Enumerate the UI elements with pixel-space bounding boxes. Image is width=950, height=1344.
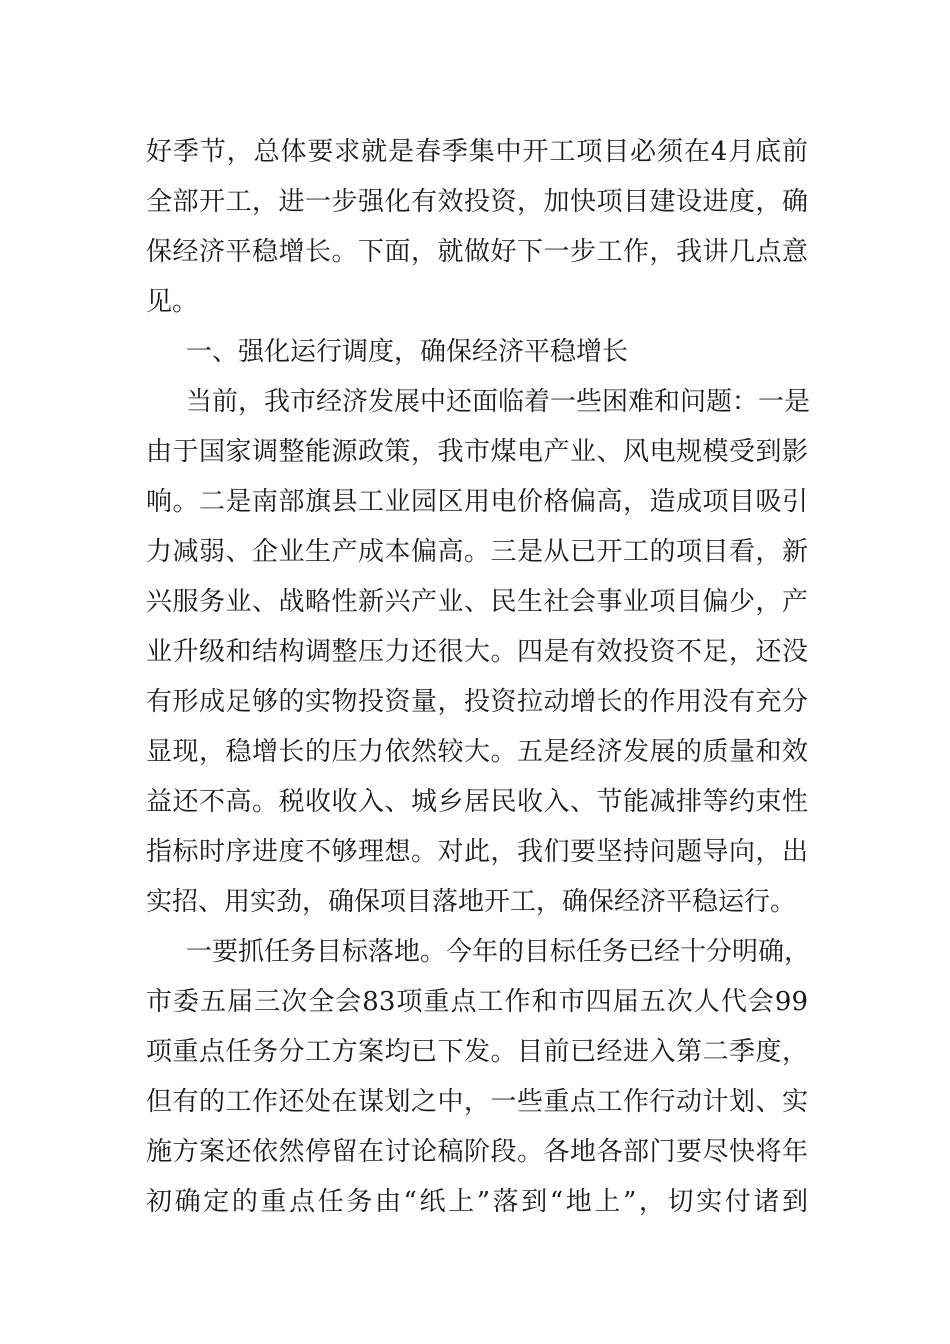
paragraph-line: 施方案还依然停留在讨论稿阶段。各地各部门要尽快将年: [146, 1137, 808, 1167]
paragraph-line: 一要抓任务目标落地。今年的目标任务已经十分明确，: [186, 937, 811, 967]
paragraph-line: 全部开工，进一步强化有效投资，加快项目建设进度，确: [146, 187, 808, 217]
paragraph-line: 当前，我市经济发展中还面临着一些困难和问题：一是: [186, 387, 811, 417]
paragraph-line: 指标时序进度不够理想。对此，我们要坚持问题导向，出: [146, 837, 808, 867]
paragraph-line: 好季节，总体要求就是春季集中开工项目必须在4月底前: [146, 137, 808, 167]
paragraph-line: 但有的工作还处在谋划之中，一些重点工作行动计划、实: [146, 1087, 808, 1117]
paragraph-line: 业升级和结构调整压力还很大。四是有效投资不足，还没: [146, 637, 808, 667]
paragraph-line: 兴服务业、战略性新兴产业、民生社会事业项目偏少，产: [146, 587, 808, 617]
paragraph-line: 由于国家调整能源政策，我市煤电产业、风电规模受到影: [146, 437, 808, 467]
paragraph-line: 实招、用实劲，确保项目落地开工，确保经济平稳运行。: [146, 887, 797, 917]
paragraph-line: 响。二是南部旗县工业园区用电价格偏高，造成项目吸引: [146, 487, 808, 517]
paragraph-line: 初确定的重点任务由“纸上”落到“地上”，切实付诸到: [146, 1187, 808, 1217]
paragraph-line: 市委五届三次全会83项重点工作和市四届五次人代会99: [146, 987, 808, 1017]
paragraph-line: 力减弱、企业生产成本偏高。三是从已开工的项目看，新: [146, 537, 808, 567]
paragraph-line: 显现，稳增长的压力依然较大。五是经济发展的质量和效: [146, 737, 808, 767]
paragraph-line: 益还不高。税收收入、城乡居民收入、节能减排等约束性: [146, 787, 808, 817]
paragraph-line: 见。: [146, 287, 199, 317]
paragraph-line: 项重点任务分工方案均已下发。目前已经进入第二季度，: [146, 1037, 808, 1067]
paragraph-line: 有形成足够的实物投资量，投资拉动增长的作用没有充分: [146, 687, 808, 717]
section-heading: 一、强化运行调度，确保经济平稳增长: [186, 337, 629, 367]
paragraph-line: 保经济平稳增长。下面，就做好下一步工作，我讲几点意: [146, 237, 808, 267]
